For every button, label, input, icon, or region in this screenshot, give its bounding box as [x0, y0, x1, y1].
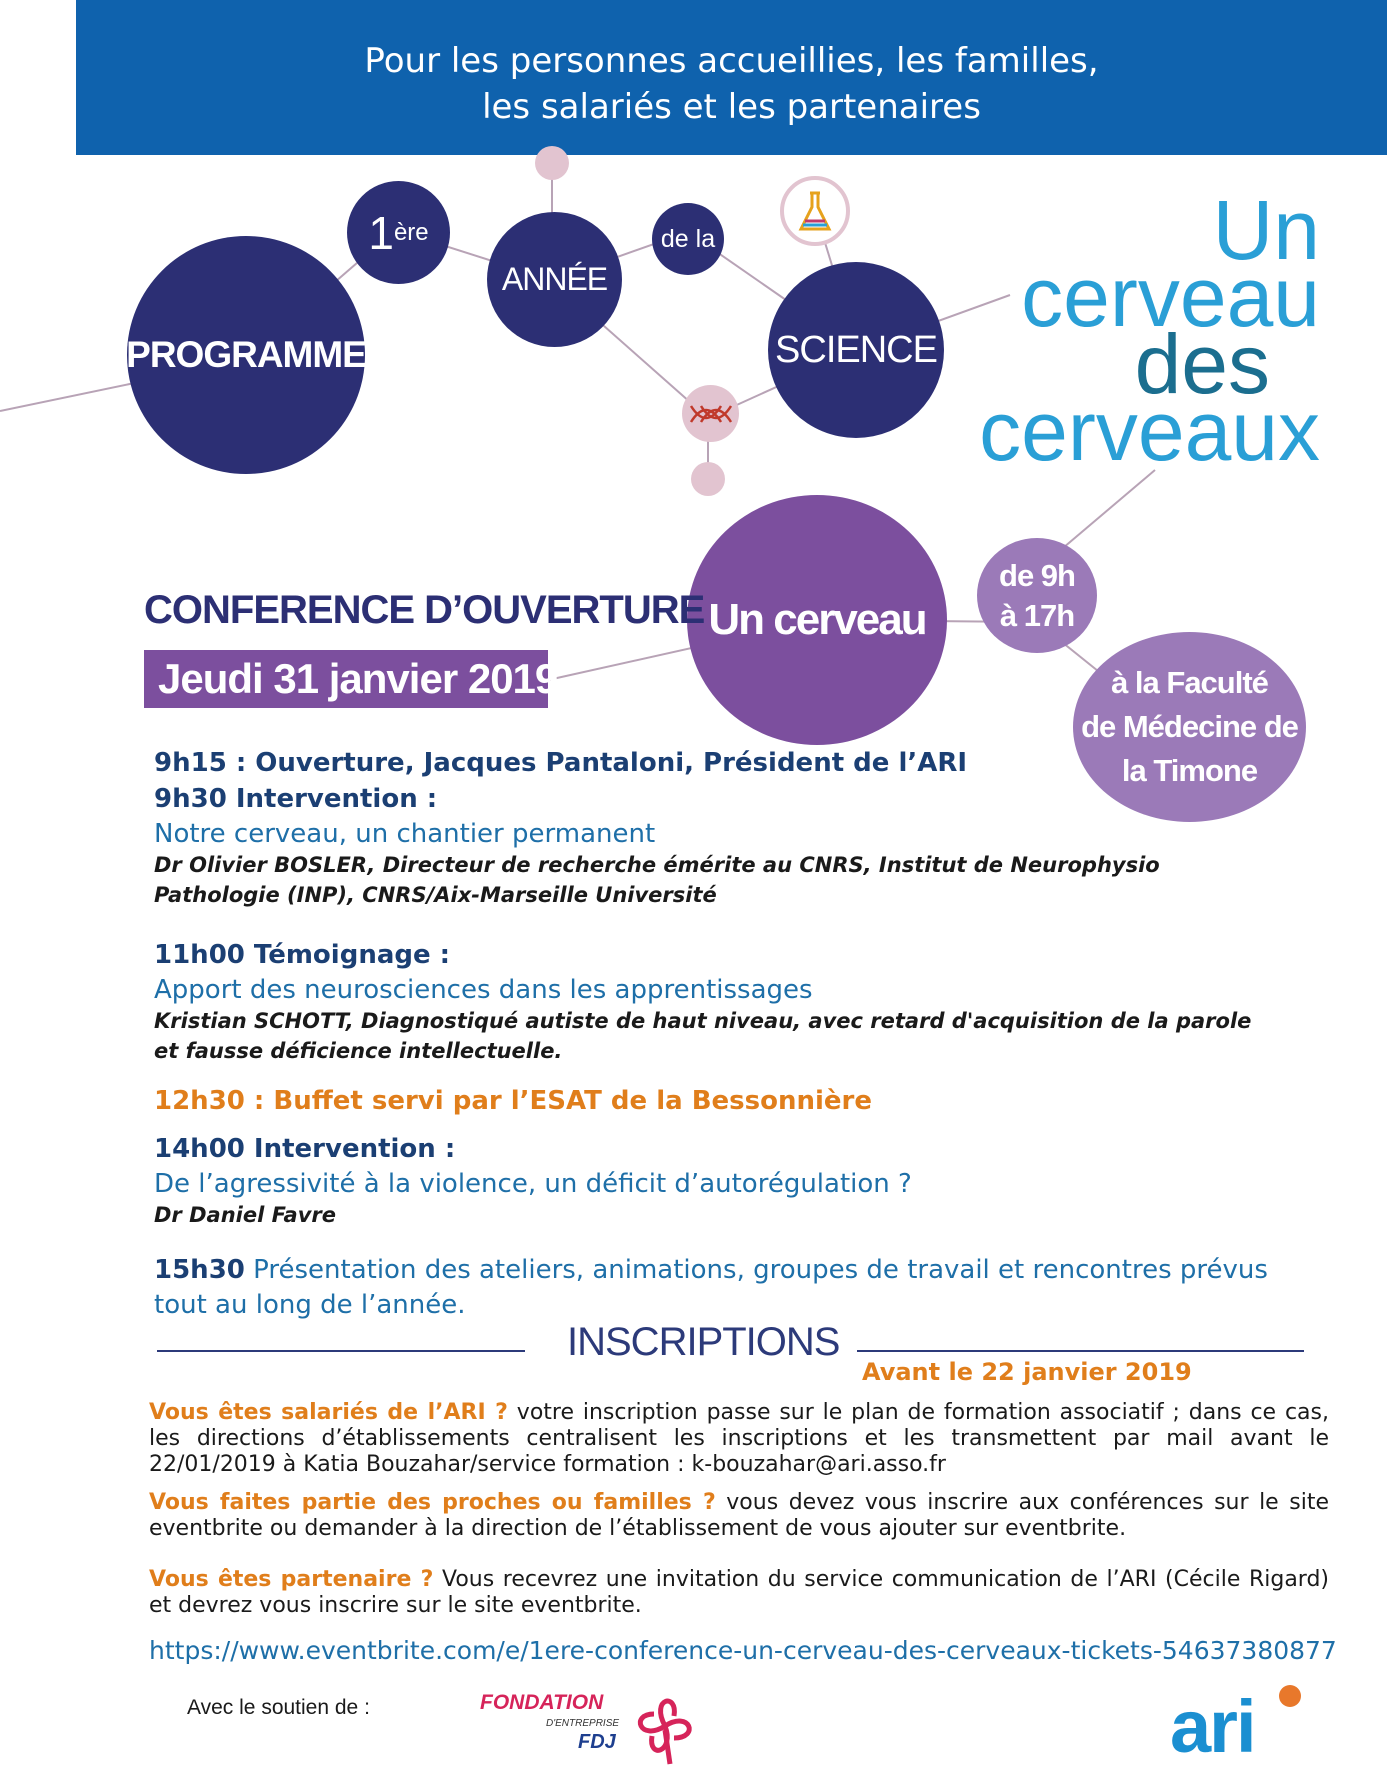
program-time-0930: 9h30 Intervention :	[154, 784, 438, 814]
small-dot-top	[535, 146, 569, 180]
programme-label: PROGRAMME	[126, 334, 366, 375]
fdj-logo	[480, 1683, 700, 1773]
conference-heading: CONFERENCE D’OUVERTURE	[144, 588, 705, 632]
divider-right	[857, 1350, 1304, 1352]
program-block-5	[154, 1254, 1304, 1321]
title-line-4: cerveaux	[979, 384, 1320, 478]
program-time-1100: 11h00 Témoignage :	[154, 940, 451, 970]
un-cerveau-label: Un cerveau	[708, 595, 926, 644]
support-label: Avec le soutien de :	[187, 1696, 370, 1719]
un-cerveau-bubble	[687, 495, 947, 745]
title-line-2: cerveau	[1021, 250, 1320, 344]
annee-bubble	[487, 212, 622, 347]
registration-deadline: Avant le 22 janvier 2019	[862, 1358, 1192, 1386]
inscriptions-heading: INSCRIPTIONS	[567, 1320, 840, 1364]
fdj-logo-line-2: D'ENTREPRISE	[546, 1718, 620, 1729]
small-dot-bottom	[691, 462, 725, 496]
title-line-1: Un	[1212, 183, 1320, 277]
program-lunch: 12h30 : Buffet servi par l’ESAT de la Bessonnière	[154, 1086, 873, 1116]
first-year-bubble	[347, 181, 450, 284]
flask-icon-shape	[795, 189, 835, 233]
program-speaker-1b: Pathologie (INP), CNRS/Aix-Marseille Université	[154, 883, 717, 907]
title-line-3: des	[1134, 317, 1270, 411]
hours-line-1: de 9h	[999, 557, 1075, 593]
audience-line-1: Pour les personnes accueillies, les familles,	[364, 41, 1099, 81]
program-block-4	[154, 1133, 1304, 1230]
program-block-2	[154, 939, 1304, 1066]
program-topic-4: De l’agressivité à la violence, un déficit d’autorégulation ?	[154, 1169, 912, 1199]
ari-logo	[1170, 1678, 1300, 1770]
paragraph-employees	[149, 1400, 1329, 1478]
first-number: 1	[368, 206, 394, 259]
families-text: vous devez vous inscrire aux conférences sur le site eventbrite ou demander à la direction de l’établissement de vous ajouter sur eventbrite.	[149, 1490, 1329, 1541]
dna-icon-shape	[689, 402, 733, 426]
conference-date: Jeudi 31 janvier 2019	[144, 650, 548, 708]
fdj-logo-line-1: FONDATION	[480, 1691, 604, 1714]
program-speaker-1a: Dr Olivier BOSLER, Directeur de recherche émérite au CNRS, Institut de Neurophysio	[154, 853, 1160, 877]
de-la-label: de la	[660, 224, 716, 253]
program-item-1530	[154, 1254, 1304, 1286]
hours-bubble	[977, 538, 1097, 653]
ari-person-icon	[1270, 1678, 1310, 1718]
de-la-bubble	[652, 203, 724, 275]
flask-icon	[780, 176, 850, 246]
employees-text: votre inscription passe sur le plan de formation associatif ; dans ce cas, les directions d’établissements centralisent les inscriptions et les transmettent par mail avant le 22/01/2019 à Katia Bouzahar/service formation : k-bouzahar@ari.asso.fr	[149, 1400, 1329, 1477]
families-question: Vous faites partie des proches ou familles ?	[149, 1490, 716, 1515]
program-block-1	[154, 747, 1304, 910]
hours-line-2: à 17h	[999, 597, 1075, 633]
fdj-logo-line-3: FDJ	[578, 1731, 616, 1753]
program-topic-2: Apport des neurosciences dans les apprentissages	[154, 975, 813, 1005]
program-speaker-4: Dr Daniel Favre	[154, 1203, 336, 1227]
program-topic-5: Présentation des ateliers, animations, groupes de travail et rencontres prévus	[244, 1255, 1268, 1285]
location-line-1: à la Faculté	[1111, 665, 1268, 700]
divider-left	[157, 1350, 525, 1352]
employees-question: Vous êtes salariés de l’ARI ?	[149, 1400, 508, 1425]
event-title	[950, 183, 1320, 478]
science-label: SCIENCE	[775, 328, 937, 371]
location-line-3: la Timone	[1121, 753, 1258, 788]
audience-line-2: les salariés et les partenaires	[482, 87, 981, 127]
partners-question: Vous êtes partenaire ?	[149, 1567, 434, 1592]
program-time-1400: 14h00 Intervention :	[154, 1134, 456, 1164]
program-topic-1: Notre cerveau, un chantier permanent	[154, 819, 656, 849]
program-item-opening: 9h15 : Ouverture, Jacques Pantaloni, Président de l’ARI	[154, 748, 968, 778]
ari-logo-text: ari	[1170, 1685, 1255, 1768]
dna-icon	[682, 385, 739, 442]
location-line-2: de Médecine de	[1081, 709, 1298, 744]
partners-text: Vous recevrez une invitation du service communication de l’ARI (Cécile Rigard) et devrez vous inscrire sur le site eventbrite.	[149, 1567, 1330, 1618]
program-speaker-2b: et fausse déficience intellectuelle.	[154, 1039, 563, 1063]
paragraph-partners	[149, 1567, 1329, 1619]
annee-label: ANNÉE	[501, 261, 608, 297]
eventbrite-link[interactable]: https://www.eventbrite.com/e/1ere-conference-un-cerveau-des-cerveaux-tickets-54637380877	[149, 1636, 1337, 1665]
program-speaker-2a: Kristian SCHOTT, Diagnostiqué autiste de haut niveau, avec retard d'acquisition de la parole	[154, 1009, 1252, 1033]
first-superscript: ère	[393, 218, 429, 246]
science-bubble	[768, 262, 944, 438]
program-time-1530: 15h30	[154, 1255, 245, 1285]
audience-banner	[76, 0, 1387, 155]
clover-icon	[630, 1688, 700, 1768]
programme-bubble	[127, 236, 365, 474]
paragraph-families	[149, 1490, 1329, 1542]
program-topic-5b: tout au long de l’année.	[154, 1290, 466, 1320]
program-block-3	[154, 1085, 1304, 1117]
